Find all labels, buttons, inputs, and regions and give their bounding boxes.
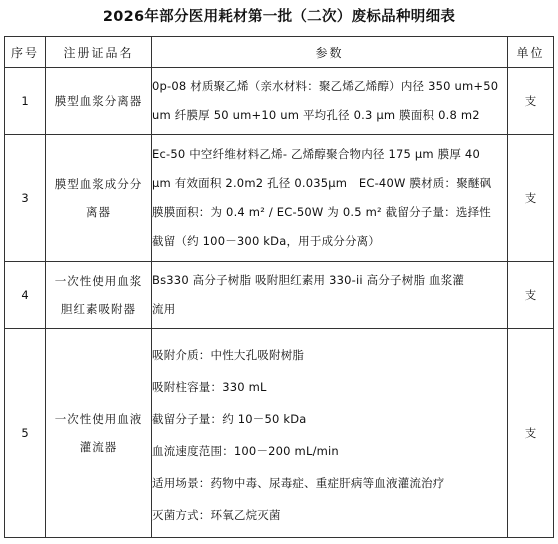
row-name xyxy=(46,262,152,329)
table-row xyxy=(5,68,554,135)
param-line: μm 有效面积 2.0m2 孔径 0.035μm EC-40W 膜材质：聚醚砜 xyxy=(152,176,492,190)
row-params xyxy=(152,135,508,262)
param-line: 膜膜面积：为 0.4 m² / EC-50W 为 0.5 m² 截留分子量：选择性 xyxy=(152,205,491,219)
row-name xyxy=(46,135,152,262)
row-params xyxy=(152,68,508,135)
row-no: 5 xyxy=(5,329,46,538)
row-unit: 支 xyxy=(508,329,554,538)
param-line: 吸附柱容量：330 mL xyxy=(152,380,267,394)
param-line: 血流速度范围：100－200 mL/min xyxy=(152,444,339,458)
row-unit: 支 xyxy=(508,262,554,329)
table-row xyxy=(5,329,554,538)
param-line: 截留分子量：约 10－50 kDa xyxy=(152,412,307,426)
param-line: 流用 xyxy=(152,302,176,316)
row-name-text: 膜型血浆成分分离器 xyxy=(54,177,143,219)
row-no: 1 xyxy=(5,68,46,135)
row-params xyxy=(152,262,508,329)
row-unit: 支 xyxy=(508,135,554,262)
row-name xyxy=(46,68,152,135)
row-unit: 支 xyxy=(508,68,554,135)
row-name-text: 膜型血浆分离器 xyxy=(54,94,143,108)
table-header-row xyxy=(5,37,554,68)
tender-detail-table xyxy=(4,36,554,538)
table-row xyxy=(5,135,554,262)
param-line: Bs330 高分子树脂 吸附胆红素用 330-ii 高分子树脂 血浆灌 xyxy=(152,273,465,287)
header-no: 序号 xyxy=(5,37,46,68)
param-line: 截留（约 100－300 kDa，用于成分分离） xyxy=(152,234,381,248)
param-line: Ec-50 中空纤维材料乙烯- 乙烯醇聚合物内径 175 μm 膜厚 40 xyxy=(152,147,480,161)
header-name: 注册证品名 xyxy=(46,37,152,68)
row-no: 3 xyxy=(5,135,46,262)
row-no: 4 xyxy=(5,262,46,329)
param-line: 0p-08 材质聚乙烯（亲水材料：聚乙烯乙烯醇）内径 350 um+50 xyxy=(152,79,499,93)
document-title: 2026年部分医用耗材第一批（二次）废标品种明细表 xyxy=(102,9,456,25)
table-row xyxy=(5,262,554,329)
param-line: 吸附介质：中性大孔吸附树脂 xyxy=(152,348,305,362)
header-params: 参数 xyxy=(152,37,508,68)
param-line: um 纤膜厚 50 um+10 um 平均孔径 0.3 μm 膜面积 0.8 m2 xyxy=(152,108,480,122)
row-name-text: 一次性使用血浆胆红素吸附器 xyxy=(54,274,143,316)
header-unit: 单位 xyxy=(508,37,554,68)
param-line: 适用场景：药物中毒、尿毒症、重症肝病等血液灌流治疗 xyxy=(152,476,445,490)
row-params xyxy=(152,329,508,538)
param-line: 灭菌方式：环氧乙烷灭菌 xyxy=(152,508,281,522)
row-name-text: 一次性使用血液灌流器 xyxy=(54,412,143,454)
row-name xyxy=(46,329,152,538)
